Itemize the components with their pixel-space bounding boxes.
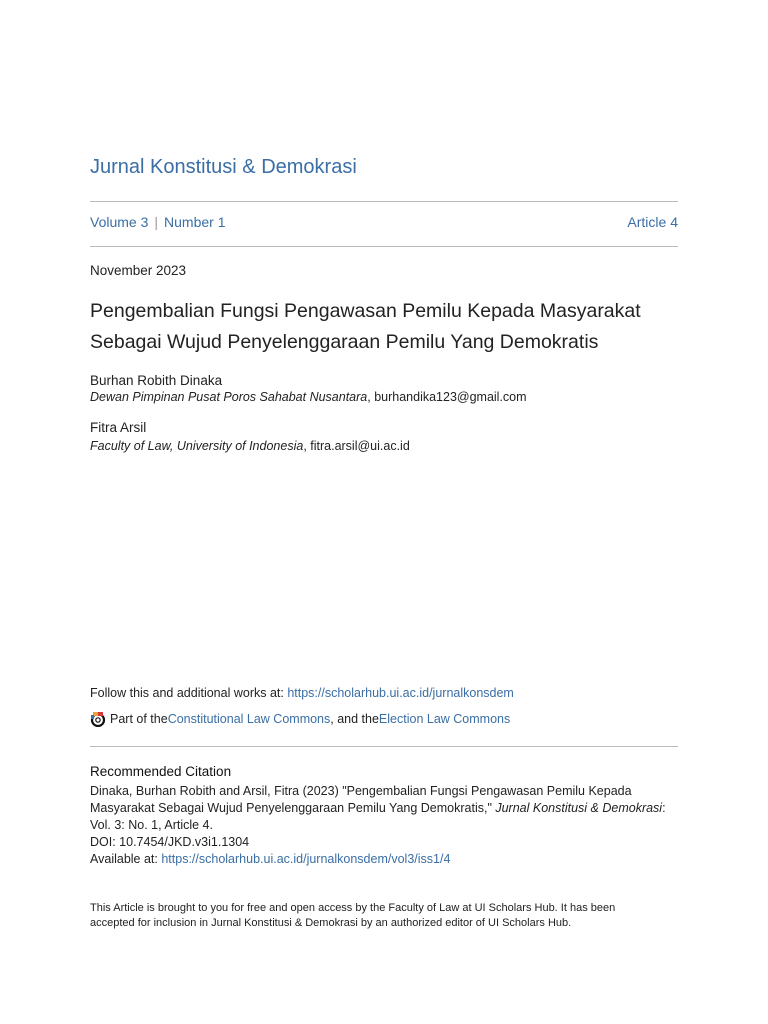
author-affiliation <box>90 390 527 404</box>
citation-line <box>90 800 678 817</box>
constitutional-law-commons-link[interactable]: Constitutional Law Commons <box>167 712 331 726</box>
affiliation-text: Dewan Pimpinan Pusat Poros Sahabat Nusantara <box>90 390 368 404</box>
election-law-commons-link[interactable]: Election Law Commons <box>378 712 511 726</box>
recommended-citation-heading: Recommended Citation <box>90 764 232 779</box>
citation-journal: Jurnal Konstitusi & Demokrasi <box>495 801 663 815</box>
author-email: , fitra.arsil@ui.ac.id <box>303 439 410 453</box>
follow-works <box>90 686 514 700</box>
citation-title-text: Masyarakat Sebagai Wujud Penyelenggaraan Pemilu Yang Demokratis," <box>90 801 496 815</box>
citation-doi: DOI: 10.7454/JKD.v3i1.1304 <box>90 835 250 849</box>
volume-link[interactable]: Volume 3 <box>90 214 149 230</box>
citation-divider <box>90 746 678 747</box>
journal-title-link[interactable]: Jurnal Konstitusi & Demokrasi <box>90 156 357 178</box>
part-of-commons <box>90 711 510 727</box>
part-of-prefix: Part of the <box>110 712 168 726</box>
citation-line: Dinaka, Burhan Robith and Arsil, Fitra (2023) "Pengembalian Fungsi Pengawasan Pemilu Kepada <box>90 784 632 798</box>
article-title-line: Pengembalian Fungsi Pengawasan Pemilu Kepada Masyarakat <box>90 300 641 322</box>
article-title-line: Sebagai Wujud Penyelenggaraan Pemilu Yang Demokratis <box>90 331 599 353</box>
citation-block <box>90 783 678 868</box>
access-statement-line: accepted for inclusion in Jurnal Konstitusi & Demokrasi by an authorized editor of UI Scholars Hub. <box>90 917 572 929</box>
available-prefix: Available at: <box>90 852 162 866</box>
follow-prefix: Follow this and additional works at: <box>90 686 288 700</box>
citation-line: Vol. 3: No. 1, Article 4. <box>90 818 213 832</box>
author-email: , burhandika123@gmail.com <box>367 390 527 404</box>
citation-available <box>90 851 678 868</box>
access-statement-line: This Article is brought to you for free and open access by the Faculty of Law at UI Scholars Hub. It has been <box>90 902 616 914</box>
bepress-commons-icon <box>90 711 106 727</box>
article-title <box>90 296 678 358</box>
follow-url-link[interactable]: https://scholarhub.ui.ac.id/jurnalkonsdem <box>287 686 514 700</box>
author-affiliation <box>90 439 410 453</box>
author-name: Fitra Arsil <box>90 420 147 435</box>
author-name: Burhan Robith Dinaka <box>90 373 223 388</box>
access-statement <box>90 901 678 931</box>
citation-colon: : <box>662 801 666 815</box>
part-of-middle: , and the <box>330 712 379 726</box>
issue-breadcrumb <box>90 214 678 230</box>
top-divider <box>90 201 678 202</box>
available-url-link[interactable]: https://scholarhub.ui.ac.id/jurnalkonsdem/vol3/iss1/4 <box>161 852 451 866</box>
issue-divider <box>90 246 678 247</box>
breadcrumb-separator: | <box>154 214 159 230</box>
affiliation-text: Faculty of Law, University of Indonesia <box>90 439 304 453</box>
number-link[interactable]: Number 1 <box>164 214 226 230</box>
article-link[interactable]: Article 4 <box>627 214 678 230</box>
publication-date: November 2023 <box>90 263 187 278</box>
